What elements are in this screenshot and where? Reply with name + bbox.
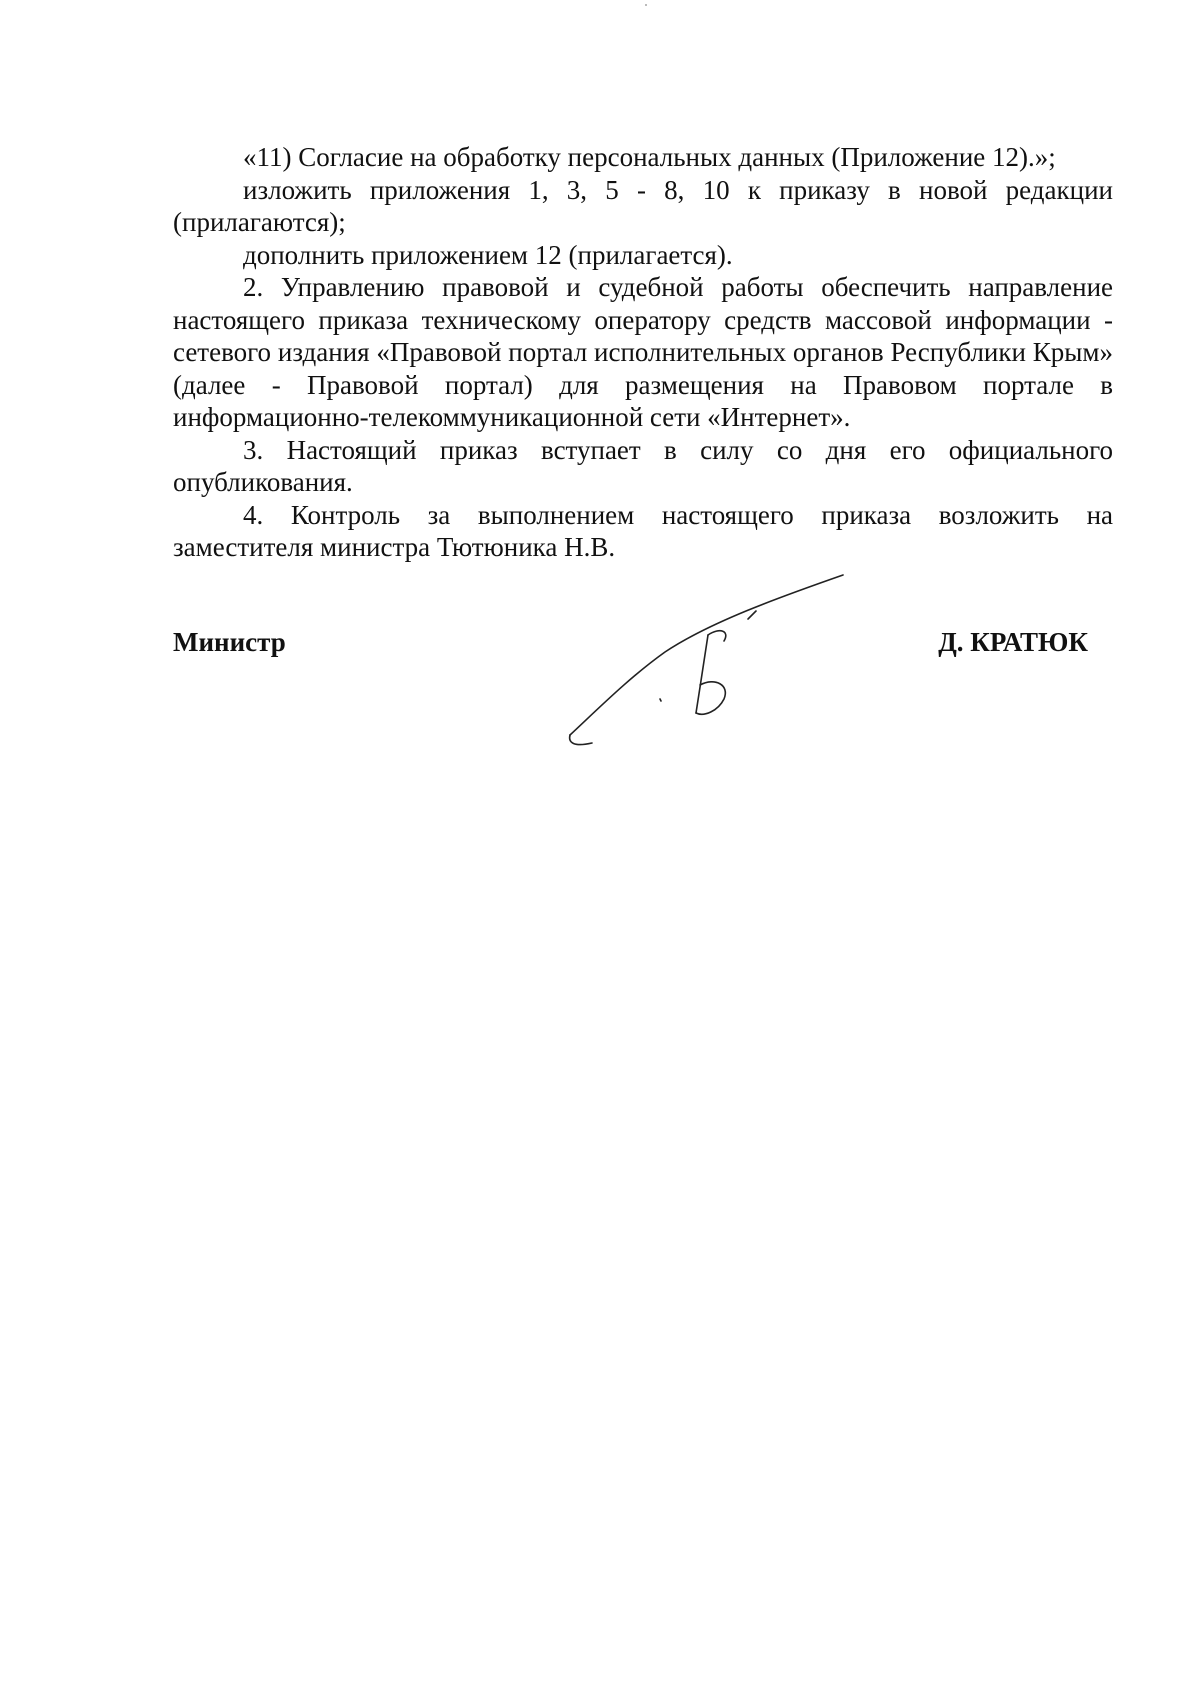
scan-speck [645,4,647,6]
paragraph-item-2: 2. Управлению правовой и судебной работы обеспечить направление настоящего приказа техническому оператору средств массовой информации - сетевого издания «Правовой портал исполнительных органов Республики Крым» (далее - Правовой портал) для размещения на Правовом портале в информационно-телекоммуникационной сети «Интернет». [173,272,1113,432]
paragraph-appendix-12: дополнить приложением 12 (прилагается). [243,239,733,270]
paragraph-consent-item: «11) Согласие на обработку персональных данных (Приложение 12).»; [243,142,1056,172]
signatory-title: Министр [173,627,286,657]
paragraph-item-4: 4. Контроль за выполнением настоящего приказа возложить на заместителя министра Тютюника Н.В. [173,499,1113,562]
document-body [173,141,1113,564]
handwritten-signature [560,567,860,757]
paragraph-appendices-revision: изложить приложения 1, 3, 5 - 8, 10 к приказу в новой редакции (прилагаются); [173,174,1113,237]
signatory-name: Д. КРАТЮК [938,627,1088,657]
paragraph-item-3: 3. Настоящий приказ вступает в силу со дня его официального опубликования. [173,434,1113,497]
